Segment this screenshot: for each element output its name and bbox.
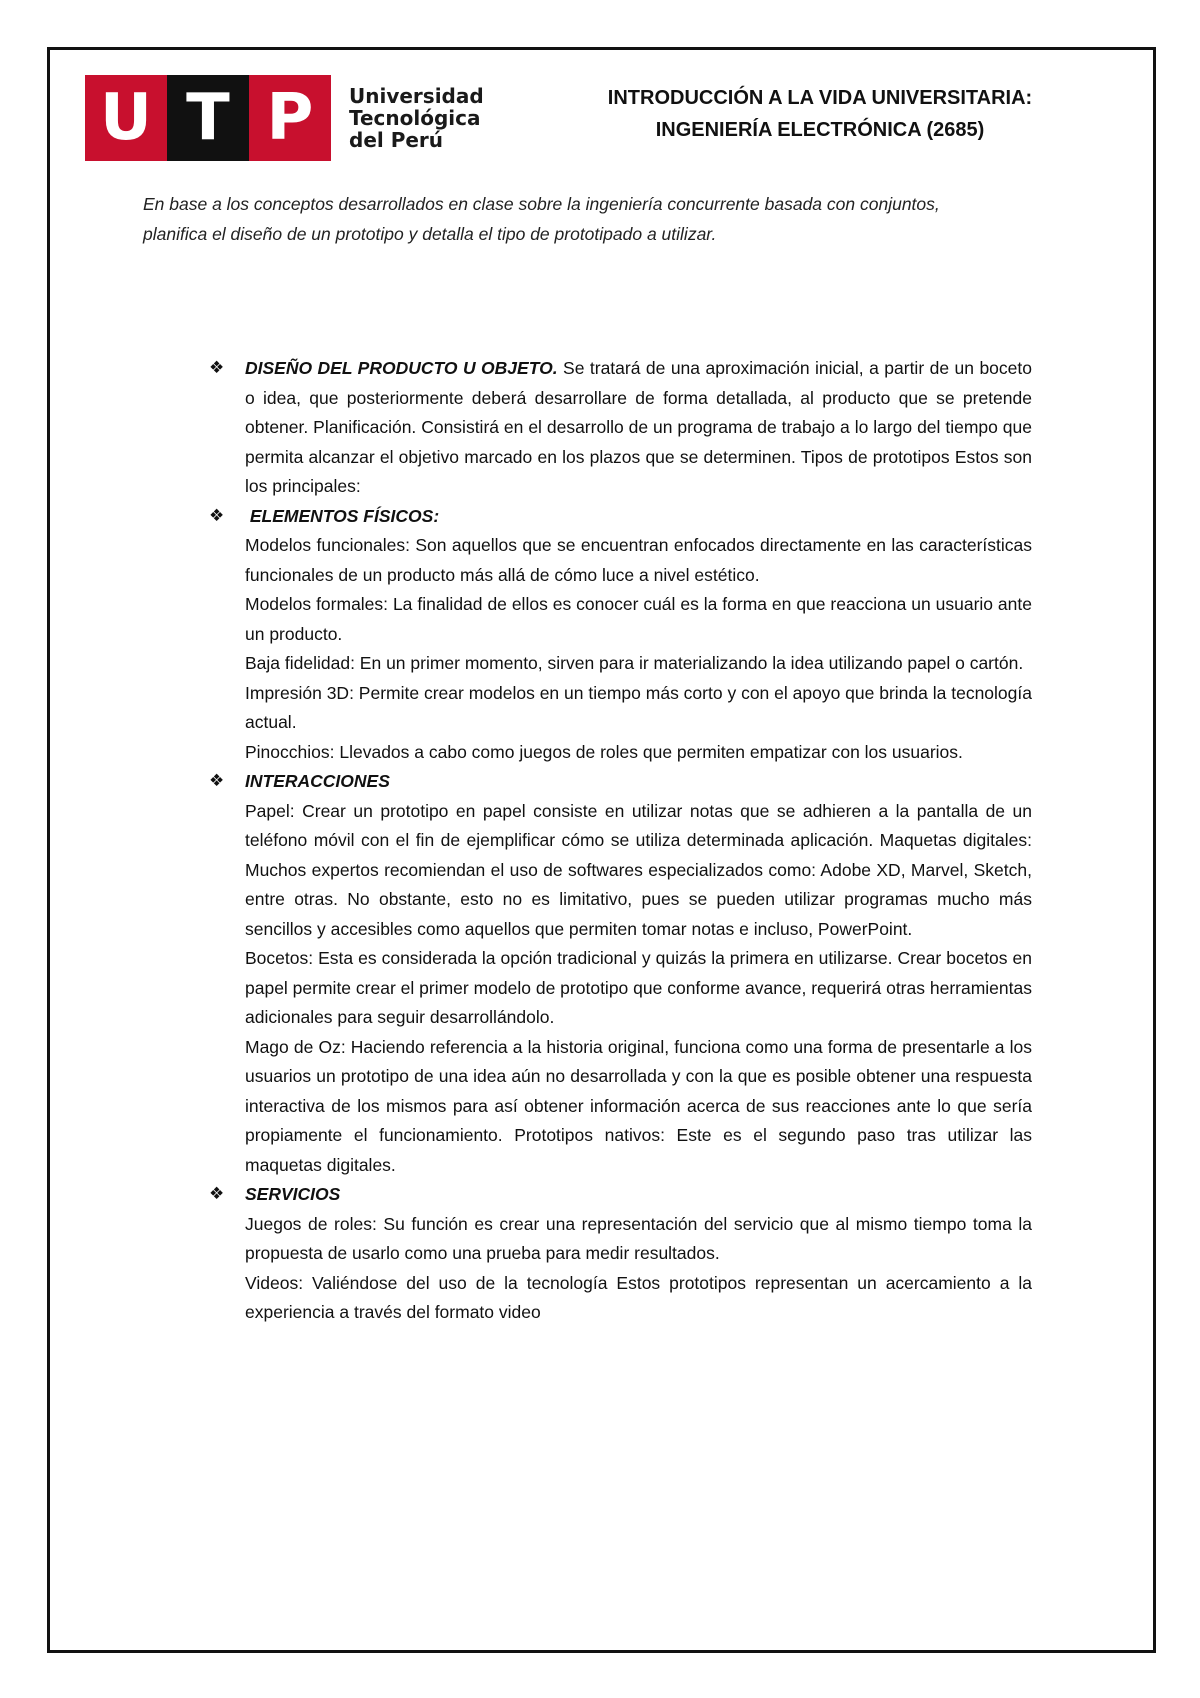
section-diseno-producto: [209, 354, 1032, 502]
section-paragraph: Videos: Valiéndose del uso de la tecnología Estos prototipos representan un acercamiento a la experiencia a través del formato video: [245, 1272, 1032, 1322]
document-body: [209, 354, 1032, 1328]
section-interacciones: [209, 767, 1032, 1180]
diamond-bullet-icon: ❖: [209, 358, 225, 377]
section-heading: DISEÑO DEL PRODUCTO U OBJETO.: [245, 358, 558, 378]
section-paragraph: Bocetos: Esta es considerada la opción tradicional y quizás la primera en utilizarse. Crear bocetos en papel permite crear el primer modelo de prototipo que conforme avance, requerirá otras herramientas adicionales para seguir desarrollándolo.: [245, 948, 1032, 1027]
course-title-line-1: INTRODUCCIÓN A LA VIDA UNIVERSITARIA:: [607, 87, 1033, 109]
section-paragraph: Modelos formales: La finalidad de ellos es conocer cuál es la forma en que reacciona un usuario ante un producto.: [245, 594, 1032, 644]
logo-name-line-3: del Perú: [349, 128, 444, 152]
instructions-line-1: En base a los conceptos desarrollados en clase sobre la ingeniería concurrente basada con conjuntos,: [143, 194, 940, 214]
diamond-bullet-icon: ❖: [209, 1184, 225, 1203]
section-paragraph: Papel: Crear un prototipo en papel consiste en utilizar notas que se adhieren a la pantalla de un teléfono móvil con el fin de ejemplificar cómo se utiliza determinada aplicación. Maquetas digitales: Muchos expertos recomiendan el uso de softwares especializados como: Adobe XD, Marvel, Sketch, entre otras. No obstante, esto no es limitativo, pues se pueden utilizar programas mucho más sencillos y accesibles como aquellos que permiten tomar notas e incluso, PowerPoint.: [245, 800, 1032, 939]
section-servicios: [209, 1180, 1032, 1328]
section-paragraph: [245, 354, 1032, 502]
section-paragraph: Baja fidelidad: En un primer momento, sirven para ir materializando la idea utilizando papel o cartón.: [245, 653, 1024, 673]
logo-name-line-2: Tecnológica: [349, 106, 481, 130]
logo-letter-u: U: [85, 75, 167, 161]
instructions-line-2: planifica el diseño de un prototipo y detalla el tipo de prototipado a utilizar.: [143, 224, 717, 244]
course-title-line-2: INGENIERÍA ELECTRÓNICA (2685): [655, 119, 985, 141]
logo-university-name: [349, 75, 484, 161]
section-paragraph: Impresión 3D: Permite crear modelos en un tiempo más corto y con el apoyo que brinda la tecnología actual.: [245, 682, 1032, 732]
logo-name-line-1: Universidad: [349, 84, 484, 108]
utp-logo: [85, 75, 484, 161]
logo-letter-t: T: [167, 75, 249, 161]
section-heading: SERVICIOS: [245, 1184, 341, 1204]
section-heading: ELEMENTOS FÍSICOS:: [245, 505, 440, 526]
section-elementos-fisicos: [209, 502, 1032, 768]
logo-letter-p: P: [249, 75, 331, 161]
section-paragraph: Modelos funcionales: Son aquellos que se encuentran enfocados directamente en las características funcionales de un producto más allá de cómo luce a nivel estético.: [245, 535, 1032, 585]
section-heading: INTERACCIONES: [245, 771, 390, 791]
assignment-instructions: [143, 189, 1073, 249]
section-paragraph: Mago de Oz: Haciendo referencia a la historia original, funciona como una forma de presentarle a los usuarios un prototipo de una idea aún no desarrollada y con la que es posible obtener una respuesta interactiva de los mismos para así obtener información acerca de sus reacciones ante lo que sería propiamente el funcionamiento. Prototipos nativos: Este es el segundo paso tras utilizar las maquetas digitales.: [245, 1036, 1032, 1175]
section-inline-text: Se tratará de una aproximación inicial, a partir de un boceto o idea, que posteriormente deberá desarrollare de forma detallada, al producto que se pretende obtener. Planificación. Consistirá en el desarrollo de un programa de trabajo a lo largo del tiempo que permita alcanzar el objetivo marcado en los plazos que se determinen. Tipos de prototipos Estos son los principales:: [245, 358, 1032, 496]
section-paragraph: Juegos de roles: Su función es crear una representación del servicio que al mismo tiempo toma la propuesta de usarlo como una prueba para medir resultados.: [245, 1213, 1032, 1263]
diamond-bullet-icon: ❖: [209, 771, 225, 790]
section-paragraph: Pinocchios: Llevados a cabo como juegos de roles que permiten empatizar con los usuarios.: [245, 741, 963, 762]
course-title: [560, 82, 1080, 146]
diamond-bullet-icon: ❖: [209, 505, 225, 525]
